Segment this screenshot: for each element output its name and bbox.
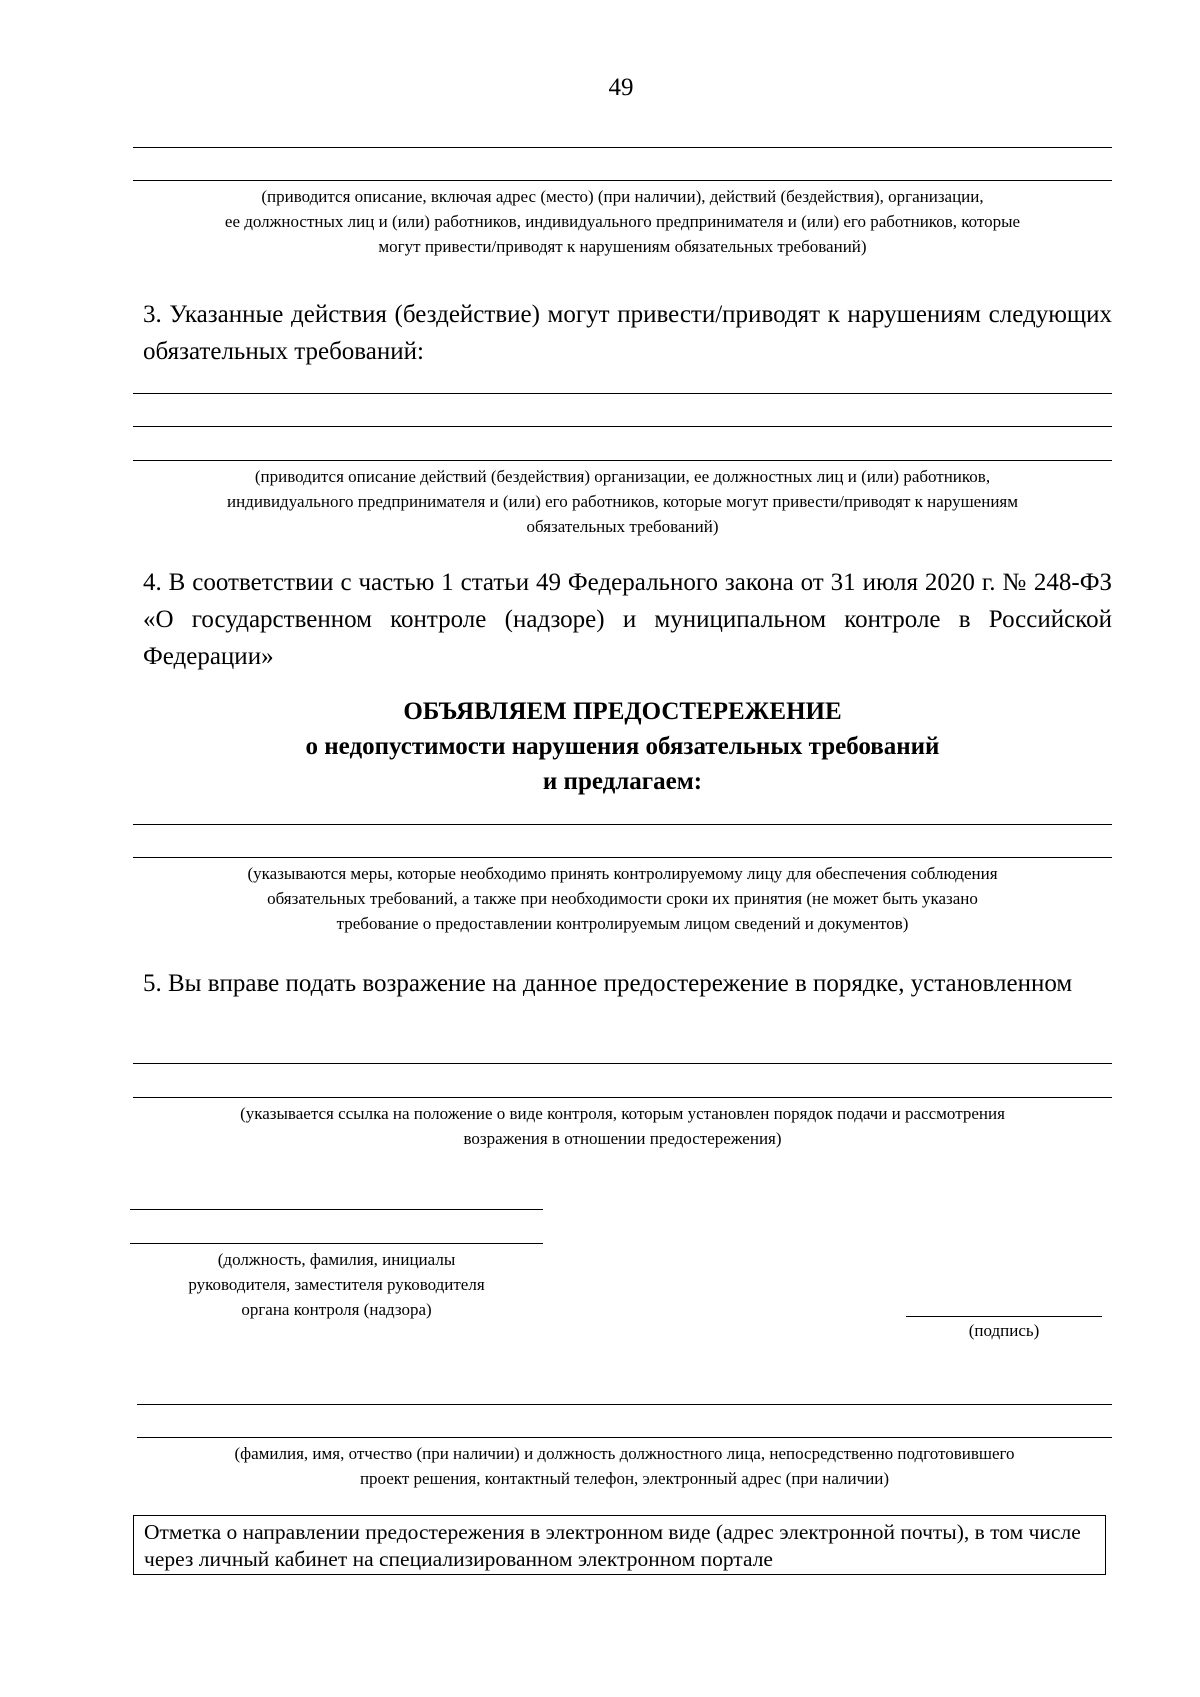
- note-line: (должность, фамилия, инициалы: [217, 1250, 456, 1269]
- fill-line: [133, 1063, 1112, 1064]
- note-line: руководителя, заместителя руководителя: [188, 1275, 485, 1294]
- warning-heading: [133, 694, 1112, 799]
- official-position-note: [130, 1247, 543, 1322]
- fill-line: [130, 1209, 543, 1210]
- electronic-delivery-box: [133, 1515, 1106, 1575]
- note-line: требование о предоставлении контролируемым лицом сведений и документов): [336, 914, 909, 933]
- page-number: 49: [608, 74, 634, 101]
- section-3-text: 3. Указанные действия (бездействие) могут привести/приводят к нарушениям следующих обязательных требований:: [143, 301, 1112, 365]
- fill-line: [137, 1437, 1112, 1438]
- fill-line: [133, 857, 1112, 858]
- fill-line: [133, 180, 1112, 181]
- note-line: возражения в отношении предостережения): [463, 1129, 782, 1148]
- heading-title: ОБЪЯВЛЯЕМ ПРЕДОСТЕРЕЖЕНИЕ: [403, 698, 842, 725]
- preparer-note: [137, 1441, 1112, 1491]
- note-line: (приводится описание действий (бездействия) организации, ее должностных лиц и (или) работников,: [254, 467, 991, 486]
- measures-note: [133, 861, 1112, 936]
- fill-line: [133, 460, 1112, 461]
- heading-subtitle: и предлагаем:: [542, 768, 703, 795]
- fill-line: [133, 426, 1112, 427]
- note-line: обязательных требований, а также при необходимости сроки их принятия (не может быть указано: [267, 889, 978, 908]
- fill-line: [130, 1243, 543, 1244]
- section-5-note: [133, 1101, 1112, 1151]
- note-line: (фамилия, имя, отчество (при наличии) и должность должностного лица, непосредственно подготовившего: [234, 1444, 1015, 1463]
- heading-subtitle: о недопустимости нарушения обязательных требований: [305, 733, 940, 760]
- note-line: обязательных требований): [526, 517, 719, 536]
- section-3-note: [133, 464, 1112, 539]
- fill-line: [133, 1097, 1112, 1098]
- note-line: органа контроля (надзора): [241, 1300, 432, 1319]
- fill-line: [133, 147, 1112, 148]
- fill-line: [133, 393, 1112, 394]
- section-4-text: 4. В соответствии с частью 1 статьи 49 Федерального закона от 31 июля 2020 г. № 248-ФЗ «О государственном контроле (надзоре) и муниципальном контроле в Российской Федерации»: [143, 569, 1112, 670]
- note-line: ее должностных лиц и (или) работников, индивидуального предпринимателя и (или) его работников, которые: [224, 212, 1021, 231]
- note-line: (указываются меры, которые необходимо принять контролируемому лицу для обеспечения соблюдения: [247, 864, 998, 883]
- description-note: [133, 184, 1112, 259]
- note-line: проект решения, контактный телефон, электронный адрес (при наличии): [359, 1469, 890, 1488]
- note-line: (приводится описание, включая адрес (место) (при наличии), действий (бездействия), организации,: [261, 187, 984, 206]
- note-line: могут привести/приводят к нарушениям обязательных требований): [378, 237, 867, 256]
- electronic-delivery-text: Отметка о направлении предостережения в электронном виде (адрес электронной почты), в том числе через личный кабинет на специализированном электронном портале: [144, 1520, 1081, 1571]
- fill-line: [133, 824, 1112, 825]
- note-line: индивидуального предпринимателя и (или) его работников, которые могут привести/приводят к нарушениям: [226, 492, 1018, 511]
- signature-label: (подпись): [968, 1321, 1040, 1340]
- signature-line: [906, 1316, 1102, 1317]
- note-line: (указывается ссылка на положение о виде контроля, которым установлен порядок подачи и рассмотрения: [240, 1104, 1005, 1123]
- fill-line: [137, 1404, 1112, 1405]
- section-5-text: 5. Вы вправе подать возражение на данное предостережение в порядке, установленном: [143, 970, 1073, 997]
